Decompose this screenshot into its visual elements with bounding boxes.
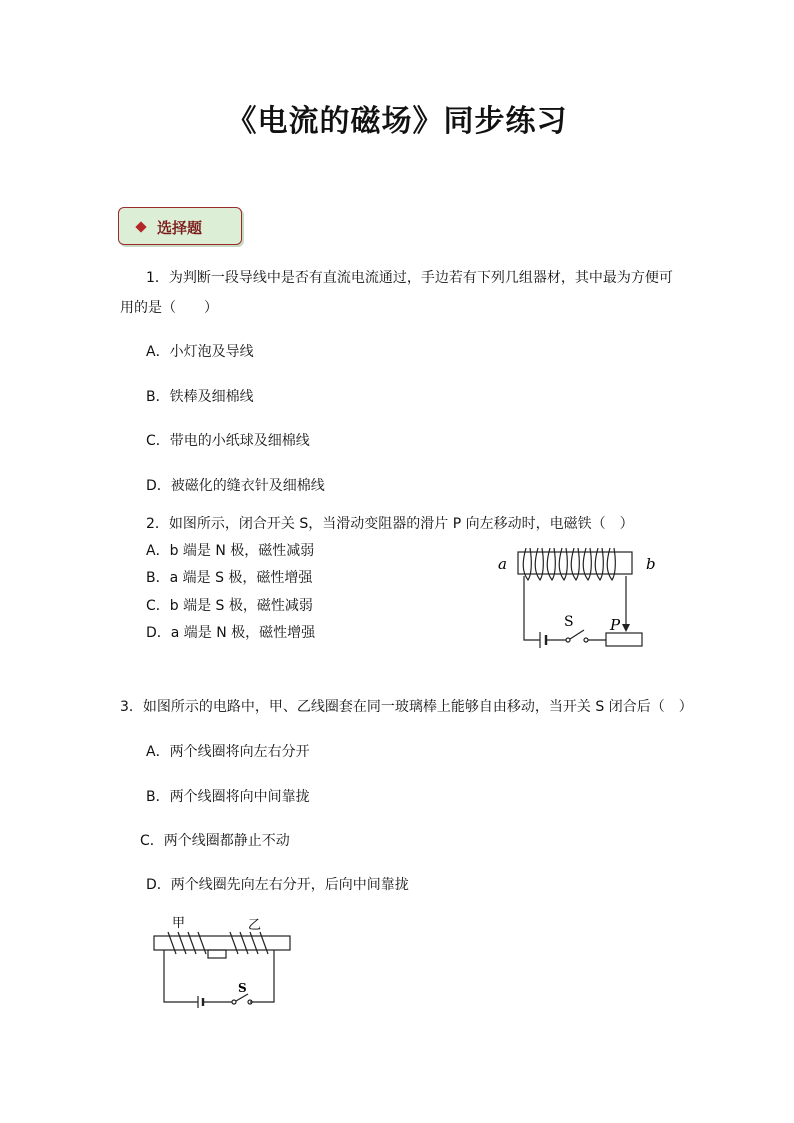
diamond-icon <box>135 221 146 232</box>
q1-stem-line2: 用的是（ ） <box>120 300 218 316</box>
label-jia: 甲 <box>172 916 186 931</box>
section-badge <box>118 207 242 245</box>
label-p: P <box>610 616 621 634</box>
label-s: S <box>238 981 247 995</box>
q3-option-b: B．两个线圈将向中间靠拢 <box>146 789 310 805</box>
q1-option-b: B．铁棒及细棉线 <box>146 389 254 405</box>
two-coils-circuit-figure <box>146 912 306 1012</box>
electromagnet-circuit-figure <box>494 544 664 654</box>
q2-option-a: A．b 端是 N 极，磁性减弱 <box>146 543 315 559</box>
q3-option-d: D．两个线圈先向左右分开，后向中间靠拢 <box>146 877 409 893</box>
q2-option-c: C．b 端是 S 极，磁性减弱 <box>146 598 313 614</box>
section-label: 选择题 <box>157 219 203 237</box>
label-yi: 乙 <box>248 918 262 933</box>
label-s: S <box>564 614 574 630</box>
q2-option-d: D．a 端是 N 极，磁性增强 <box>146 625 316 641</box>
q3-option-c: C．两个线圈都静止不动 <box>140 833 290 849</box>
q3-option-a: A．两个线圈将向左右分开 <box>146 744 310 760</box>
label-b: b <box>646 555 656 573</box>
q1-stem-line1: 1．为判断一段导线中是否有直流电流通过，手边若有下列几组器材，其中最为方便可 <box>146 270 673 286</box>
q1-option-c: C．带电的小纸球及细棉线 <box>146 433 310 449</box>
q1-option-a: A．小灯泡及导线 <box>146 344 254 360</box>
page-title: 《电流的磁场》同步练习 <box>226 104 568 139</box>
coil-windings <box>523 548 615 580</box>
label-a: a <box>498 555 507 573</box>
q1-option-d: D．被磁化的缝衣针及细棉线 <box>146 478 325 494</box>
q2-stem: 2．如图所示，闭合开关 S，当滑动变阻器的滑片 P 向左移动时，电磁铁（ ） <box>146 516 634 532</box>
q2-option-b: B．a 端是 S 极，磁性增强 <box>146 570 313 586</box>
q3-stem: 3．如图所示的电路中，甲、乙线圈套在同一玻璃棒上能够自由移动，当开关 S 闭合后（ ） <box>120 699 693 715</box>
coil-yi <box>230 932 268 954</box>
